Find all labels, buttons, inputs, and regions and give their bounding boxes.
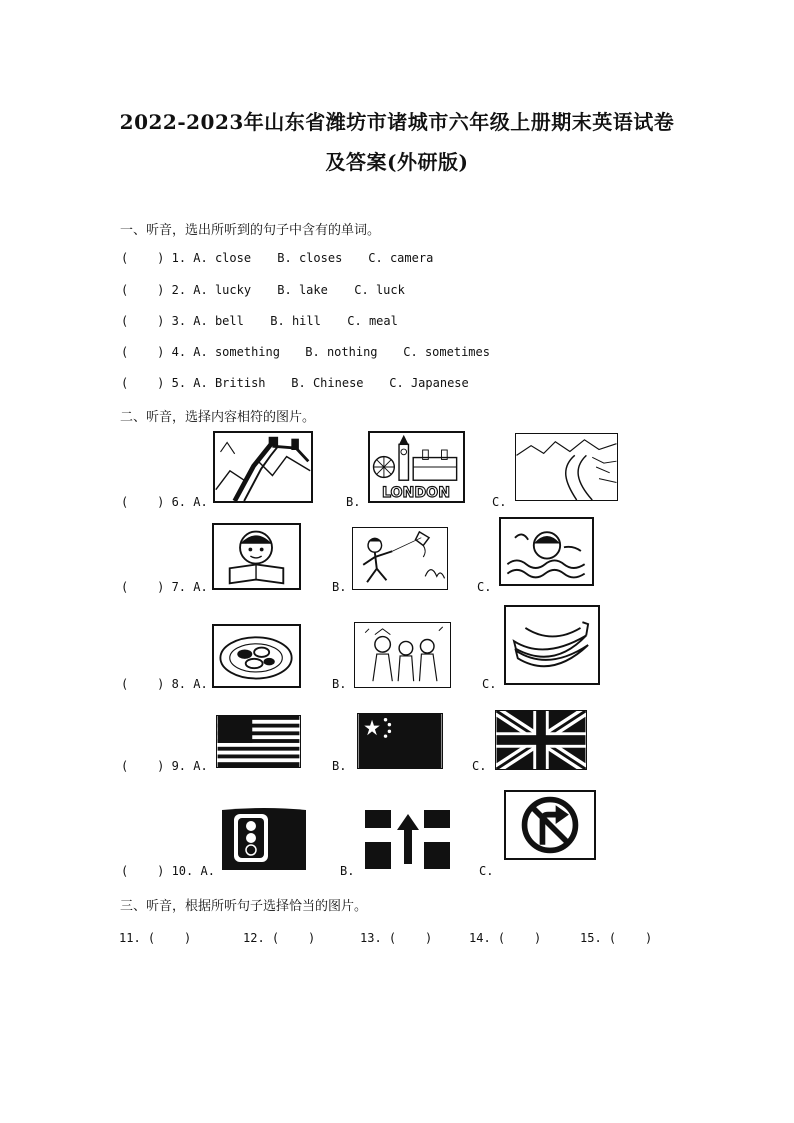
document-title-line2: 及答案(外研版) — [325, 150, 469, 174]
question-number: 3. — [171, 314, 187, 328]
question-4 — [121, 345, 490, 359]
option-b-label: B. — [346, 495, 361, 509]
answer-12[interactable]: 12. ( ) — [243, 931, 316, 945]
option-c: C. luck — [354, 283, 405, 297]
london-text: LONDON — [382, 485, 451, 501]
china-flag-icon — [358, 714, 442, 768]
document-title-line1: 2022-2023年山东省潍坊市诸城市六年级上册期末英语试卷 — [119, 110, 675, 134]
river-mountain-icon — [516, 434, 617, 500]
no-right-turn-sign-image[interactable] — [504, 790, 596, 860]
kid-flying-kite-icon — [353, 528, 447, 589]
straight-ahead-sign-image[interactable] — [365, 810, 450, 869]
answer-bracket[interactable]: ( ) — [121, 345, 165, 359]
question-number: 5. — [171, 376, 187, 390]
option-b: B. lake — [277, 283, 328, 297]
china-flag-image[interactable] — [357, 713, 443, 769]
option-c: C. meal — [347, 314, 398, 328]
answer-13[interactable]: 13. ( ) — [360, 931, 433, 945]
option-c-label: C. — [472, 759, 487, 773]
option-a: A. lucky — [193, 283, 252, 297]
option-c: C. Japanese — [389, 376, 469, 390]
option-a: A. something — [193, 345, 280, 359]
option-b-label: B. — [332, 677, 347, 691]
answer-bracket[interactable]: ( ) — [121, 376, 165, 390]
london-image[interactable] — [368, 431, 465, 503]
question-10-label: ( ) 10. A. — [121, 864, 215, 878]
option-a: A. bell — [193, 314, 244, 328]
bananas-image[interactable] — [504, 605, 600, 685]
answer-bracket[interactable]: ( ) — [121, 251, 165, 265]
option-c-label: C. — [482, 677, 497, 691]
boy-reading-book-icon — [214, 525, 299, 588]
option-b-label: B. — [332, 580, 347, 594]
traffic-light-image[interactable] — [222, 806, 306, 870]
uk-flag-icon — [496, 711, 586, 769]
traffic-light-icon — [222, 806, 306, 870]
answer-15[interactable]: 15. ( ) — [580, 931, 653, 945]
option-b: B. closes — [277, 251, 343, 265]
usa-flag-image[interactable] — [216, 715, 301, 768]
uk-flag-image[interactable] — [495, 710, 587, 770]
swimmer-icon — [501, 519, 592, 584]
option-b-label: B. — [340, 864, 355, 878]
kite-flying-image[interactable] — [352, 527, 448, 590]
answer-14[interactable]: 14. ( ) — [469, 931, 542, 945]
question-3 — [121, 314, 398, 328]
great-wall-icon — [215, 433, 311, 501]
option-c-label: C. — [479, 864, 494, 878]
option-c: C. camera — [368, 251, 434, 265]
bananas-icon — [506, 607, 598, 683]
go-straight-sign-icon — [365, 810, 450, 869]
option-b: B. nothing — [305, 345, 378, 359]
option-c: C. sometimes — [403, 345, 490, 359]
reading-boy-image[interactable] — [212, 523, 301, 590]
usa-flag-icon — [217, 716, 300, 767]
question-7-label: ( ) 7. A. — [121, 580, 208, 594]
people-celebrating-image[interactable] — [354, 622, 451, 688]
question-number: 1. — [171, 251, 187, 265]
answer-bracket[interactable]: ( ) — [121, 283, 165, 297]
plate-of-food-icon — [214, 626, 299, 686]
answer-11[interactable]: 11. ( ) — [119, 931, 192, 945]
question-2 — [121, 283, 405, 297]
section3-heading: 三、听音，根据所听句子选择恰当的图片。 — [120, 899, 368, 914]
option-c-label: C. — [477, 580, 492, 594]
river-landscape-image[interactable] — [515, 433, 618, 501]
dumplings-plate-image[interactable] — [212, 624, 301, 688]
option-c-label: C. — [492, 495, 507, 509]
question-5 — [121, 376, 469, 390]
no-right-turn-sign-icon — [506, 792, 594, 858]
option-a: A. British — [193, 376, 266, 390]
question-number: 2. — [171, 283, 187, 297]
option-b-label: B. — [332, 759, 347, 773]
question-9-label: ( ) 9. A. — [121, 759, 208, 773]
swimming-image[interactable] — [499, 517, 594, 586]
question-6-label: ( ) 6. A. — [121, 495, 208, 509]
section1-heading: 一、听音，选出所听到的句子中含有的单词。 — [120, 223, 381, 238]
great-wall-image[interactable] — [213, 431, 313, 503]
question-number: 4. — [171, 345, 187, 359]
option-b: B. hill — [270, 314, 321, 328]
section2-heading: 二、听音，选择内容相符的图片。 — [120, 410, 316, 425]
answer-bracket[interactable]: ( ) — [121, 314, 165, 328]
option-b: B. Chinese — [291, 376, 364, 390]
question-1 — [121, 251, 433, 265]
option-a: A. close — [193, 251, 252, 265]
group-of-kids-icon — [355, 623, 450, 687]
london-landmarks-icon — [370, 433, 463, 501]
question-8-label: ( ) 8. A. — [121, 677, 208, 691]
